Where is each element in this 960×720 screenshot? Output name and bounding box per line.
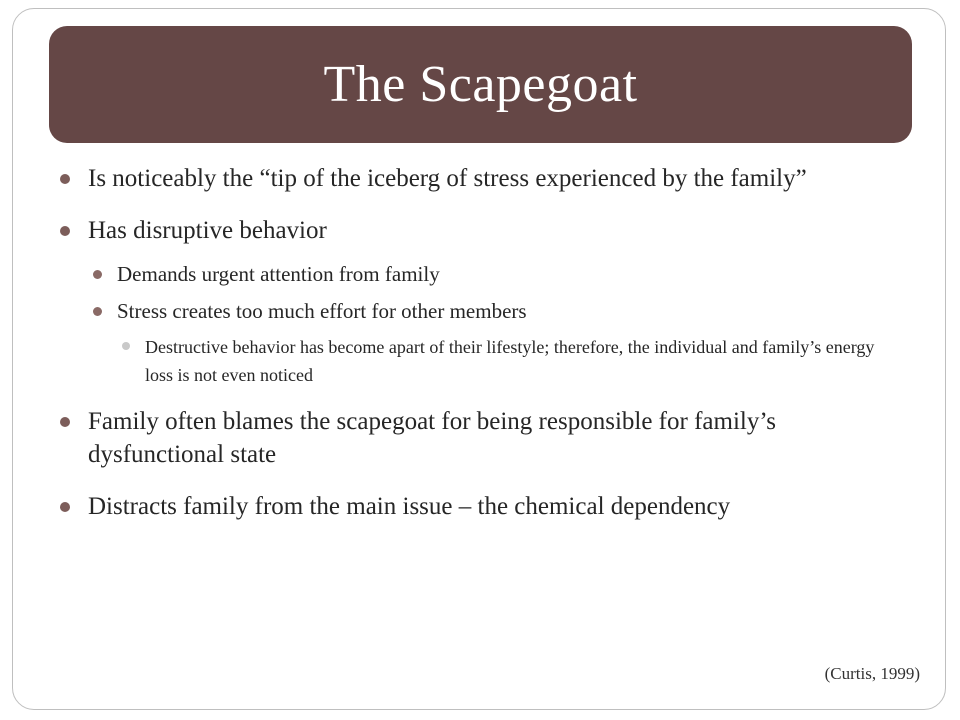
bullet-dot-icon	[60, 174, 70, 184]
bullet-item	[60, 214, 900, 247]
bullet-text: Stress creates too much effort for other members	[117, 299, 527, 323]
citation: (Curtis, 1999)	[824, 664, 920, 683]
bullet-item	[60, 405, 900, 471]
bullet-text: Is noticeably the “tip of the iceberg of stress experienced by the family”	[88, 165, 807, 192]
bullet-text: Distracts family from the main issue – the chemical dependency	[88, 493, 731, 520]
bullet-item	[60, 490, 900, 523]
bullet-dot-icon	[93, 307, 102, 316]
bullet-text: Has disruptive behavior	[88, 217, 327, 244]
sub-bullet-item	[60, 260, 900, 288]
title-bar	[49, 26, 912, 143]
bullet-list	[60, 162, 900, 542]
sub-sub-bullet-item	[60, 333, 900, 389]
bullet-dot-icon	[60, 502, 70, 512]
bullet-text: Family often blames the scapegoat for being responsible for family’s dysfunctional state	[88, 408, 777, 468]
bullet-dot-icon	[122, 342, 130, 350]
bullet-text: Destructive behavior has become apart of their lifestyle; therefore, the individual and family’s energy loss is not even noticed	[145, 337, 875, 385]
bullet-dot-icon	[60, 226, 70, 236]
bullet-dot-icon	[60, 417, 70, 427]
bullet-dot-icon	[93, 270, 102, 279]
slide-title: The Scapegoat	[323, 56, 638, 113]
sub-bullet-item	[60, 297, 900, 325]
bullet-text: Demands urgent attention from family	[117, 262, 440, 286]
bullet-item	[60, 162, 900, 195]
